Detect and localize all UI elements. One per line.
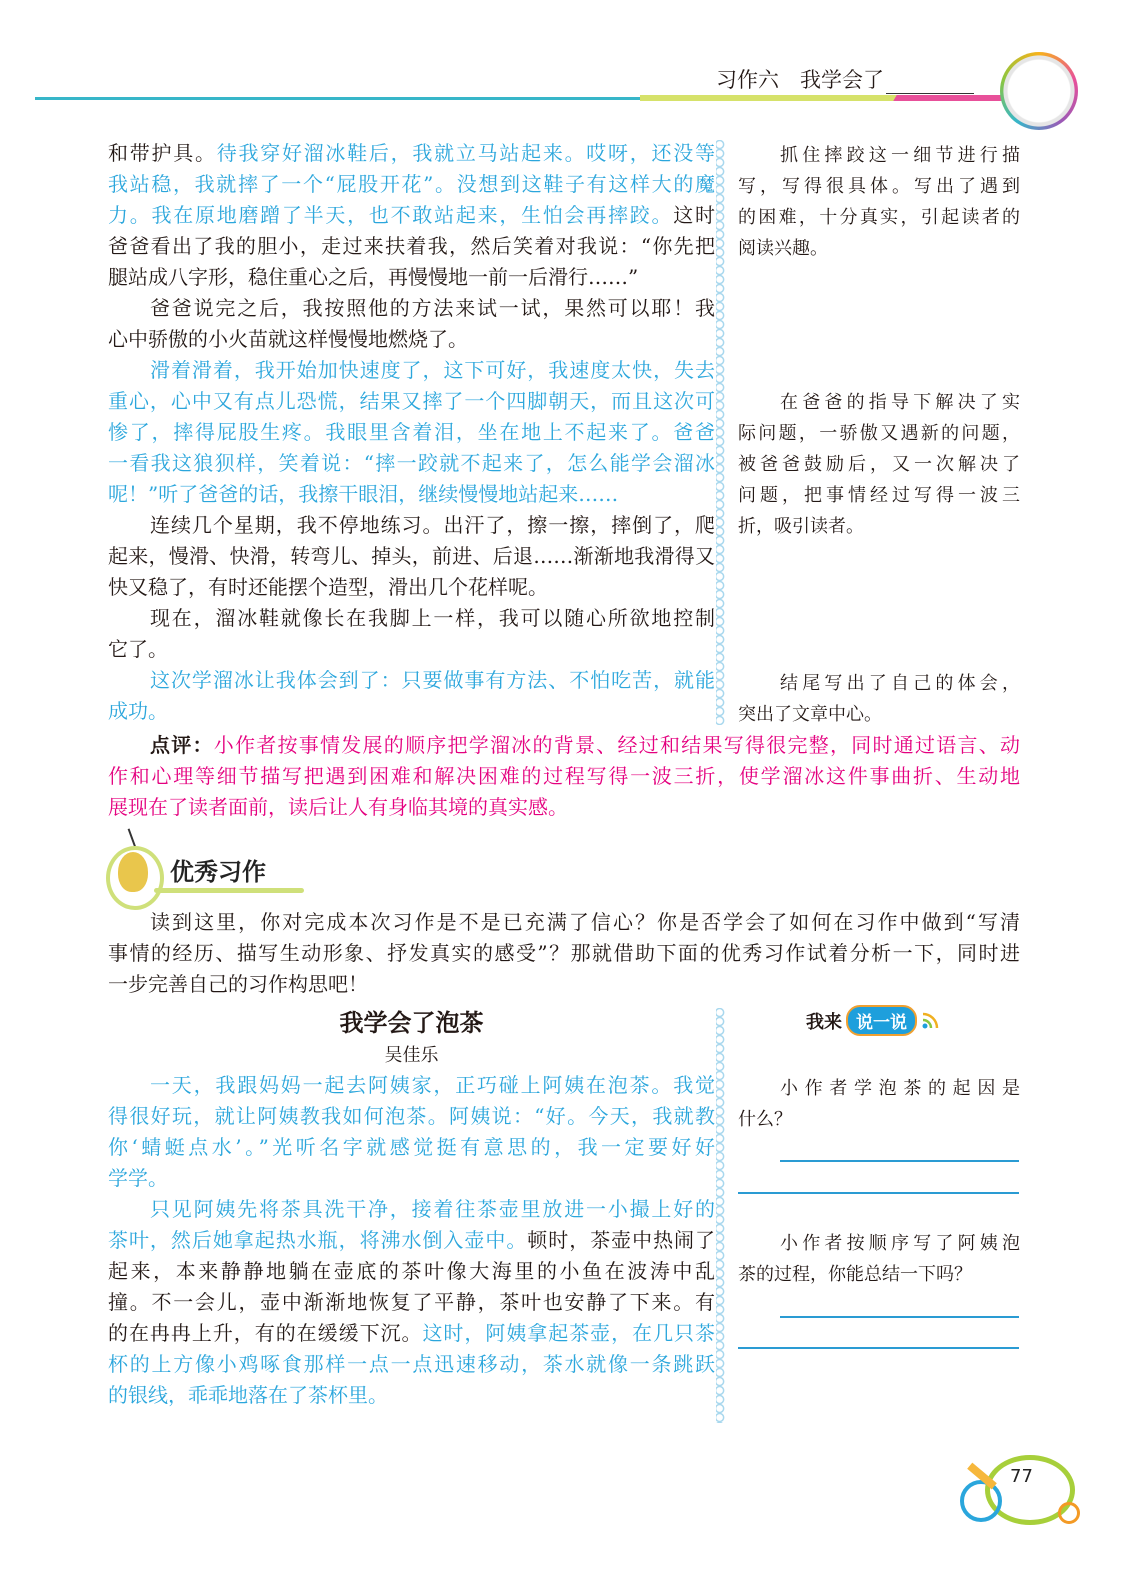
text-run: 爸爸看出了我的胆小，走过来扶着我，然后笑着对我说：“你先把 <box>108 234 715 258</box>
page-number: 77 <box>1010 1466 1033 1487</box>
answer-line[interactable] <box>780 1160 1019 1162</box>
margin-note-2 <box>738 387 1020 542</box>
text-run: 作和心理等细节描写把遇到困难和解决困难的过程写得一波三折，使学溜冰这件事曲折、生动地 <box>108 764 1020 788</box>
text-line <box>108 293 715 324</box>
text-line <box>108 634 715 665</box>
text-run: 你‘蜻蜓点水’。”光听名字就感觉挺有意思的，我一定要好好 <box>108 1135 715 1159</box>
ring-icon <box>960 1480 1002 1522</box>
title-blank <box>886 73 974 94</box>
essay-2-author: 吴佳乐 <box>384 1045 439 1066</box>
essay-2-body <box>108 1070 715 1411</box>
text-run: 待我穿好溜冰鞋后，我就立马站起来。哎呀，还没等 <box>216 141 716 165</box>
text-line <box>108 262 715 293</box>
text-run: 起来，本来静静地躺在壶底的茶叶像大海里的小鱼在波涛中乱 <box>108 1259 715 1283</box>
text-line <box>108 761 1020 792</box>
text-line <box>738 699 1020 730</box>
answer-line[interactable] <box>738 1192 1019 1194</box>
text-run: 折，吸引读者。 <box>738 516 864 537</box>
section-title: 优秀习作 <box>170 858 266 886</box>
text-run: 突出了文章中心。 <box>738 704 882 725</box>
text-run: 呢！”听了爸爸的话，我擦干眼泪，继续慢慢地站起来…… <box>108 482 619 506</box>
text-line <box>738 1104 1020 1135</box>
speak-badge: 说一说 <box>846 1005 917 1036</box>
text-line <box>108 665 715 696</box>
text-run: 写，写得很具体。写出了遇到 <box>738 176 1020 197</box>
text-line <box>108 1132 715 1163</box>
text-run: 顿时，茶壶中热闹了 <box>527 1228 716 1252</box>
text-run: 小作者学泡茶的起因是 <box>780 1078 1020 1099</box>
text-line <box>108 969 1020 1000</box>
text-run: 爸爸说完之后，我按照他的方法来试一试，果然可以耶！我 <box>150 296 715 320</box>
section-heading <box>104 828 304 903</box>
text-run: 茶的过程，你能总结一下吗？ <box>738 1264 972 1285</box>
text-line <box>738 1073 1020 1104</box>
text-line <box>738 1228 1020 1259</box>
text-run: 惨了，摔得屁股生疼。我眼里含着泪，坐在地上不起来了。爸爸 <box>108 420 715 444</box>
text-line <box>108 386 715 417</box>
text-run: 一看我这狼狈样，笑着说：“摔一跤就不起来了，怎么能学会溜冰 <box>108 451 715 475</box>
text-run: 一步完善自己的习作构思吧！ <box>108 972 368 996</box>
text-run: 这次学溜冰让我体会到了：只要做事有方法、不怕吃苦，就能 <box>150 668 715 692</box>
text-run: 心中骄傲的小火苗就这样慢慢地燃烧了。 <box>108 327 468 351</box>
text-run: 阅读兴趣。 <box>738 238 828 259</box>
text-line <box>108 1225 715 1256</box>
text-run: 它了。 <box>108 637 168 661</box>
text-line <box>108 169 715 200</box>
text-line <box>108 355 715 386</box>
text-line <box>108 448 715 479</box>
text-run: 只见阿姨先将茶具洗干净，接着往茶壶里放进一小撮上好的 <box>150 1197 715 1221</box>
header-rule <box>35 97 645 100</box>
text-run: 我站稳，我就摔了一个“屁股开花”。没想到这鞋子有这样大的魔 <box>108 172 715 196</box>
header-rule-accent <box>640 95 900 101</box>
question-2 <box>738 1228 1020 1290</box>
text-run: 杯的上方像小鸡啄食那样一点一点迅速移动，茶水就像一条跳跃 <box>108 1352 715 1376</box>
text-line <box>738 171 1020 202</box>
mascot-icon <box>118 852 148 892</box>
text-line <box>108 231 715 262</box>
text-run: 起来，慢滑、快滑，转弯儿、掉头，前进、后退……渐渐地我滑得又 <box>108 544 715 568</box>
text-line <box>738 233 1020 264</box>
text-line <box>108 138 715 169</box>
text-line <box>108 1194 715 1225</box>
text-line <box>738 387 1020 418</box>
unit-topic: 我学会了 <box>800 68 884 92</box>
text-run: 的银线，乖乖地落在了茶杯里。 <box>108 1383 388 1407</box>
heading-underline <box>154 888 304 893</box>
text-run: 事情的经历、描写生动形象、抒发真实的感受”？那就借助下面的优秀习作试着分析一下，同时进 <box>108 941 1020 965</box>
text-run: 撞。不一会儿，壶中渐渐地恢复了平静，茶叶也安静了下来。有 <box>108 1290 715 1314</box>
text-run: 成功。 <box>108 699 168 723</box>
text-run: 被爸爸鼓励后，又一次解决了 <box>738 454 1020 475</box>
signal-icon <box>921 1012 939 1030</box>
text-run: 问题，把事情经过写得一波三 <box>738 485 1020 506</box>
text-line <box>738 449 1020 480</box>
text-run: 在爸爸的指导下解决了实 <box>780 392 1020 413</box>
text-line <box>108 1256 715 1287</box>
text-line <box>738 140 1020 171</box>
text-line <box>738 1259 1020 1290</box>
text-line <box>738 480 1020 511</box>
intro-text <box>108 907 1020 1000</box>
text-run: 这时 <box>673 203 716 227</box>
page-number-badge <box>960 1450 1070 1530</box>
text-line <box>108 1349 715 1380</box>
text-line <box>108 1287 715 1318</box>
speak-prefix: 我来 <box>806 1011 842 1033</box>
text-run: 这时，阿姨拿起茶壶，在几只茶 <box>422 1321 716 1345</box>
text-line <box>108 324 715 355</box>
text-line <box>108 1380 715 1411</box>
critique-label: 点评： <box>150 733 214 757</box>
text-run: 的在冉冉上升，有的在缓缓下沉。 <box>108 1321 423 1345</box>
answer-line[interactable] <box>780 1316 1019 1318</box>
text-run: 重心，心中又有点儿恐慌，结果又摔了一个四脚朝天，而且这次可 <box>108 389 715 413</box>
text-line <box>108 541 715 572</box>
essay-1-body <box>108 138 715 727</box>
text-line <box>738 202 1020 233</box>
unit-title <box>716 64 974 94</box>
text-line <box>108 510 715 541</box>
text-line <box>108 479 715 510</box>
text-run: 结尾写出了自己的体会， <box>780 673 1020 694</box>
text-line <box>108 572 715 603</box>
essay-2-title: 我学会了泡茶 <box>339 1009 484 1037</box>
text-line <box>108 603 715 634</box>
text-line <box>108 730 1020 761</box>
text-run: 的困难，十分真实，引起读者的 <box>738 207 1020 228</box>
text-line <box>738 668 1020 699</box>
text-line <box>108 938 1020 969</box>
text-run: 小作者按顺序写了阿姨泡 <box>780 1233 1020 1254</box>
text-run: 茶叶，然后她拿起热水瓶，将沸水倒入壶中。 <box>108 1228 528 1252</box>
text-run: 读到这里，你对完成本次习作是不是已充满了信心？你是否学会了如何在习作中做到“写清 <box>150 910 1020 934</box>
text-line <box>108 792 1020 823</box>
text-run: 腿站成八字形，稳住重心之后，再慢慢地一前一后滑行……” <box>108 265 639 289</box>
text-run: 现在，溜冰鞋就像长在我脚上一样，我可以随心所欲地控制 <box>150 606 715 630</box>
text-run: 连续几个星期，我不停地练习。出汗了，擦一擦，摔倒了，爬 <box>150 513 715 537</box>
margin-note-3 <box>738 668 1020 730</box>
text-run: 一天，我跟妈妈一起去阿姨家，正巧碰上阿姨在泡茶。我觉 <box>150 1073 715 1097</box>
text-run: 得很好玩，就让阿姨教我如何泡茶。阿姨说：“好。今天，我就教 <box>108 1104 715 1128</box>
text-run: 学学。 <box>108 1166 168 1190</box>
text-run: 快又稳了，有时还能摆个造型，滑出几个花样呢。 <box>108 575 548 599</box>
text-run: 滑着滑着，我开始加快速度了，这下可好，我速度太快，失去 <box>150 358 715 382</box>
text-line <box>738 418 1020 449</box>
text-line <box>108 907 1020 938</box>
text-line <box>108 1318 715 1349</box>
small-ring-icon <box>1058 1502 1080 1524</box>
unit-number: 习作六 <box>716 68 779 92</box>
speak-prompt <box>806 1005 939 1036</box>
text-run: 力。我在原地磨蹭了半天，也不敢站起来，生怕会再摔跤。 <box>108 203 674 227</box>
text-line <box>108 417 715 448</box>
text-line <box>108 200 715 231</box>
margin-note-1 <box>738 140 1020 264</box>
wavy-divider <box>716 140 728 725</box>
text-run: 什么？ <box>738 1109 792 1130</box>
question-1 <box>738 1073 1020 1135</box>
text-line <box>108 1163 715 1194</box>
text-run: 和带护具。 <box>108 141 217 165</box>
text-run: 抓住摔跤这一细节进行描 <box>780 145 1020 166</box>
critique <box>108 730 1020 823</box>
reading-dog-mascot-icon <box>1000 52 1078 130</box>
text-line <box>108 1070 715 1101</box>
header-rule-accent-pink <box>893 95 1011 101</box>
text-run: 际问题，一骄傲又遇新的问题， <box>738 423 1020 444</box>
answer-line[interactable] <box>738 1347 1019 1349</box>
text-line <box>108 1101 715 1132</box>
text-run: 展现在了读者面前，读后让人有身临其境的真实感。 <box>108 795 568 819</box>
text-line <box>738 511 1020 542</box>
wavy-divider-2 <box>716 1008 728 1423</box>
text-run: 小作者按事情发展的顺序把学溜冰的背景、经过和结果写得很完整，同时通过语言、动 <box>213 733 1020 757</box>
text-line <box>108 696 715 727</box>
